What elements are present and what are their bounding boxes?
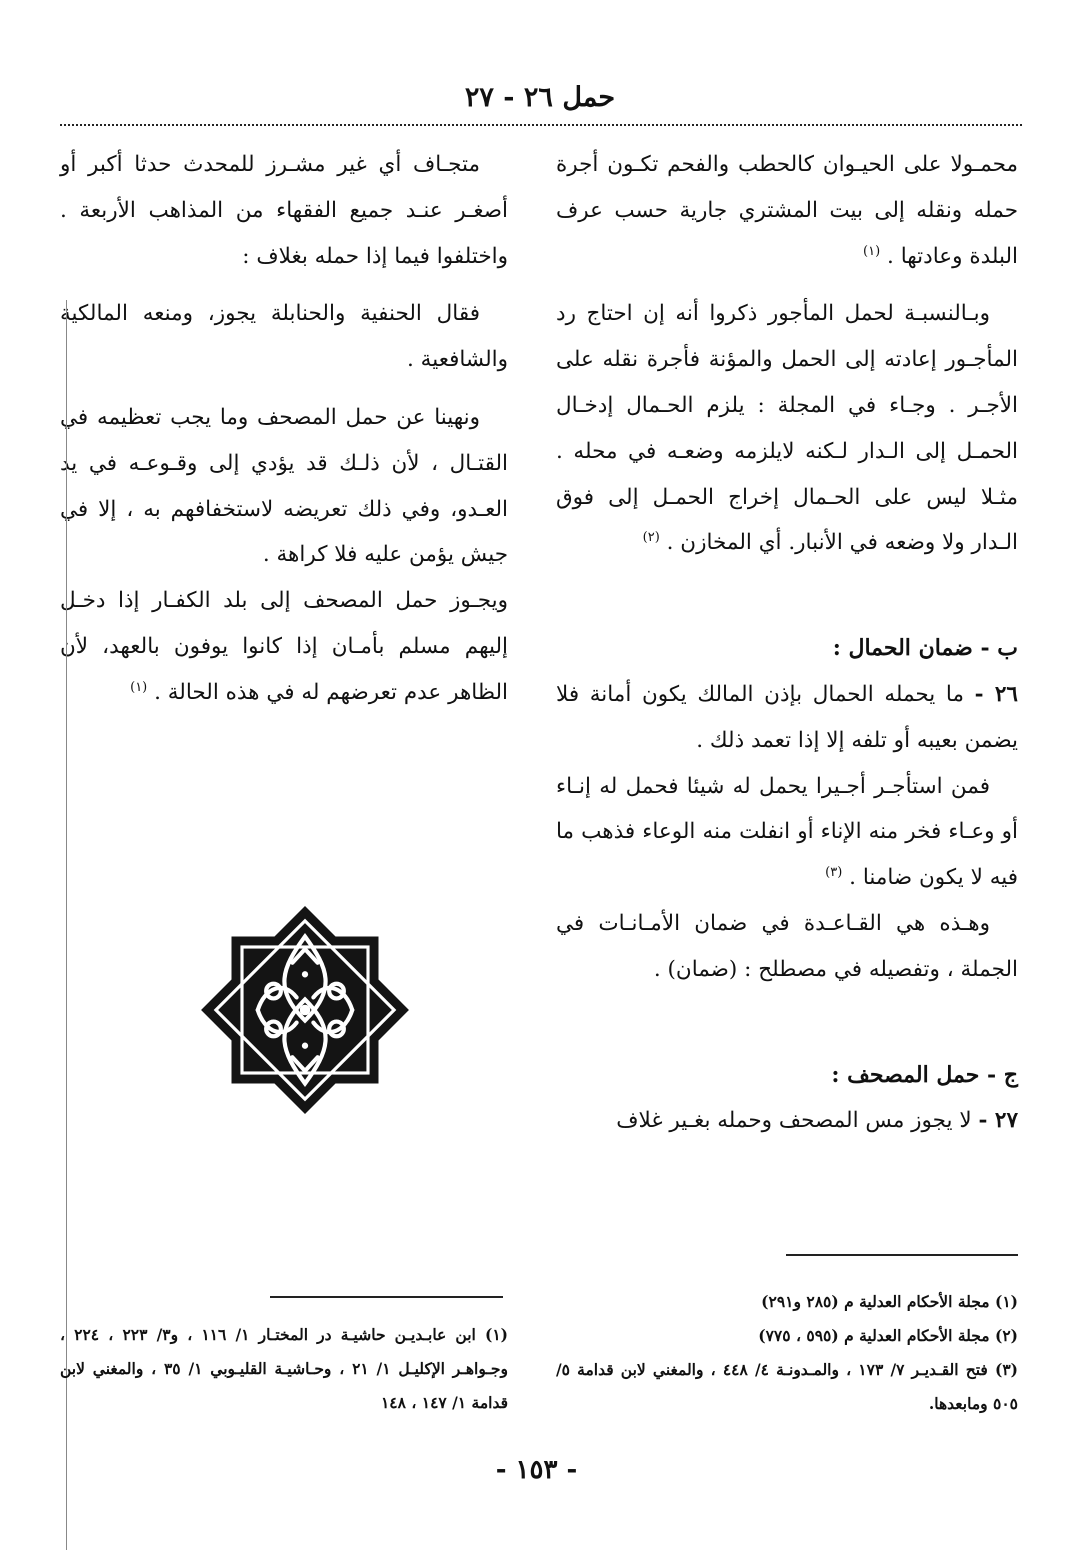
right-paragraph-4: وهـذه هي القـاعـدة في ضمان الأمـانـات في الجملة ، وتفصيله في مصطلح : (ضمان) . <box>556 910 1018 982</box>
footnotes-right <box>556 1285 1018 1421</box>
item-26-number: ٢٦ - <box>974 681 1018 707</box>
right-paragraph-3: فمن استأجـر أجـيرا يحمل له شيئا فحمل له إنـاء أو وعـاء فخر منه الإناء أو انفلت منه الوعاء فذهب ما فيه لا يكون ضامنا . $^{(٣)}$ <box>556 773 1018 891</box>
page-number: - ١٥٣ - <box>495 1455 578 1485</box>
item-26: ٢٦ - ما يحمله الحمال بإذن المالك يكون أمانة فلا يضمن بعيبه أو تلفه إلا إذا تعمد ذلك . <box>556 681 1018 753</box>
footnote-ref: (٢) <box>642 530 660 546</box>
footnote-item: (٣) فتح القـديـر ٧/ ١٧٣ ، والمـدونـة ٤/ ٤٤٨ ، والمغني لابن قدامة ٥/ ٥٠٥ ومابعدها. <box>556 1360 1019 1413</box>
left-paragraph-1: متجـاف أي غير مشـرز للمحدث حدثا أكبر أو أصغـر عنـد جميع الفقهاء من المذاهب الأربعة . واختلفوا فيما إذا حمله بغلاف : <box>60 152 508 269</box>
footnote-separator-right <box>786 1254 1018 1256</box>
page-header-title: حمل ٢٦ - ٢٧ <box>464 82 616 113</box>
footnote-ref: (١) <box>130 679 148 695</box>
right-column <box>556 142 1018 1144</box>
footnote-item: (١) ابن عابـديـن حاشيـة در المختـار ١/ ١١٦ ، و٣/ ٢٢٣ ، ٢٢٤ ، وجـواهـر الإكليـل ١/ ٢١ ، وحـاشيـة القليـوبي ١/ ٣٥ ، والمغني لابن قدامة ١/ ١٤٧ ، ١٤٨ <box>60 1325 509 1412</box>
footnote-separator-left <box>270 1296 503 1298</box>
left-paragraph-3: ونهينا عن حمل المصحف وما يجب تعظيمه في القتـال ، لأن ذلـك قد يؤدي إلى وقـوعـه في يد العـدو، وفي ذلك تعريضه لاستخفافهم به ، إلا في جيش يؤمن عليه فلا كراهة . <box>60 404 508 568</box>
section-heading-b: ب - ضمان الحمال : <box>832 635 1018 662</box>
right-paragraph-2: وبـالنسبـة لحمل المأجور ذكروا أنه إن احتاج رد المأجـور إعادته إلى الحمل والمؤنة فأجرة نقله على الأجـر . وجـاء في المجلة : يلزم الحـمال إدخـال الحمـل إلى الـدار لـكنه لايلزمه وضعـه في محله . مثـلا ليس على الحـمال إخراج الحمـل إلى فوق الـدار ولا وضعه في الأنبار. أي المخازن . $^{(٢)}$ <box>556 301 1018 556</box>
octagram-arabesque-ornament-icon <box>200 905 410 1115</box>
footnote-item: (٢) مجلة الأحكام العدلية م (٥٩٥ ، ٧٧٥) <box>758 1326 1018 1345</box>
item-27: ٢٧ - لا يجوز مس المصحف وحمله بغـير غلاف <box>616 1108 1018 1134</box>
footnote-ref: (١) <box>863 243 881 259</box>
header-dotted-rule <box>60 124 1022 126</box>
footnote-ref: (٣) <box>825 865 843 880</box>
item-27-number: ٢٧ - <box>978 1108 1018 1134</box>
right-paragraph-1: محمـولا على الحيـوان كالحطب والفحم تكـون أجرة حمله ونقله إلى بيت المشتري جارية حسب عرف البلدة وعادتها . $^{(١)}$ <box>556 152 1018 269</box>
footnote-item: (١) مجلة الأحكام العدلية م (٢٨٥ و٢٩١) <box>761 1292 1018 1311</box>
left-column <box>60 142 508 716</box>
left-paragraph-4: ويجـوز حمل المصحف إلى بلد الكفـار إذا دخـل إليهم مسلم بأمـان إذا كانوا يوفون بالعهد، لأن الظاهر عدم تعرضهم له في هذه الحالة . $^{(١)}$ <box>60 588 508 705</box>
section-heading-c: ج - حمل المصحف : <box>831 1061 1018 1088</box>
footnotes-left <box>60 1318 508 1420</box>
left-paragraph-2: فقال الحنفية والحنابلة يجوز، ومنعه المالكية والشافعية . <box>60 301 508 373</box>
